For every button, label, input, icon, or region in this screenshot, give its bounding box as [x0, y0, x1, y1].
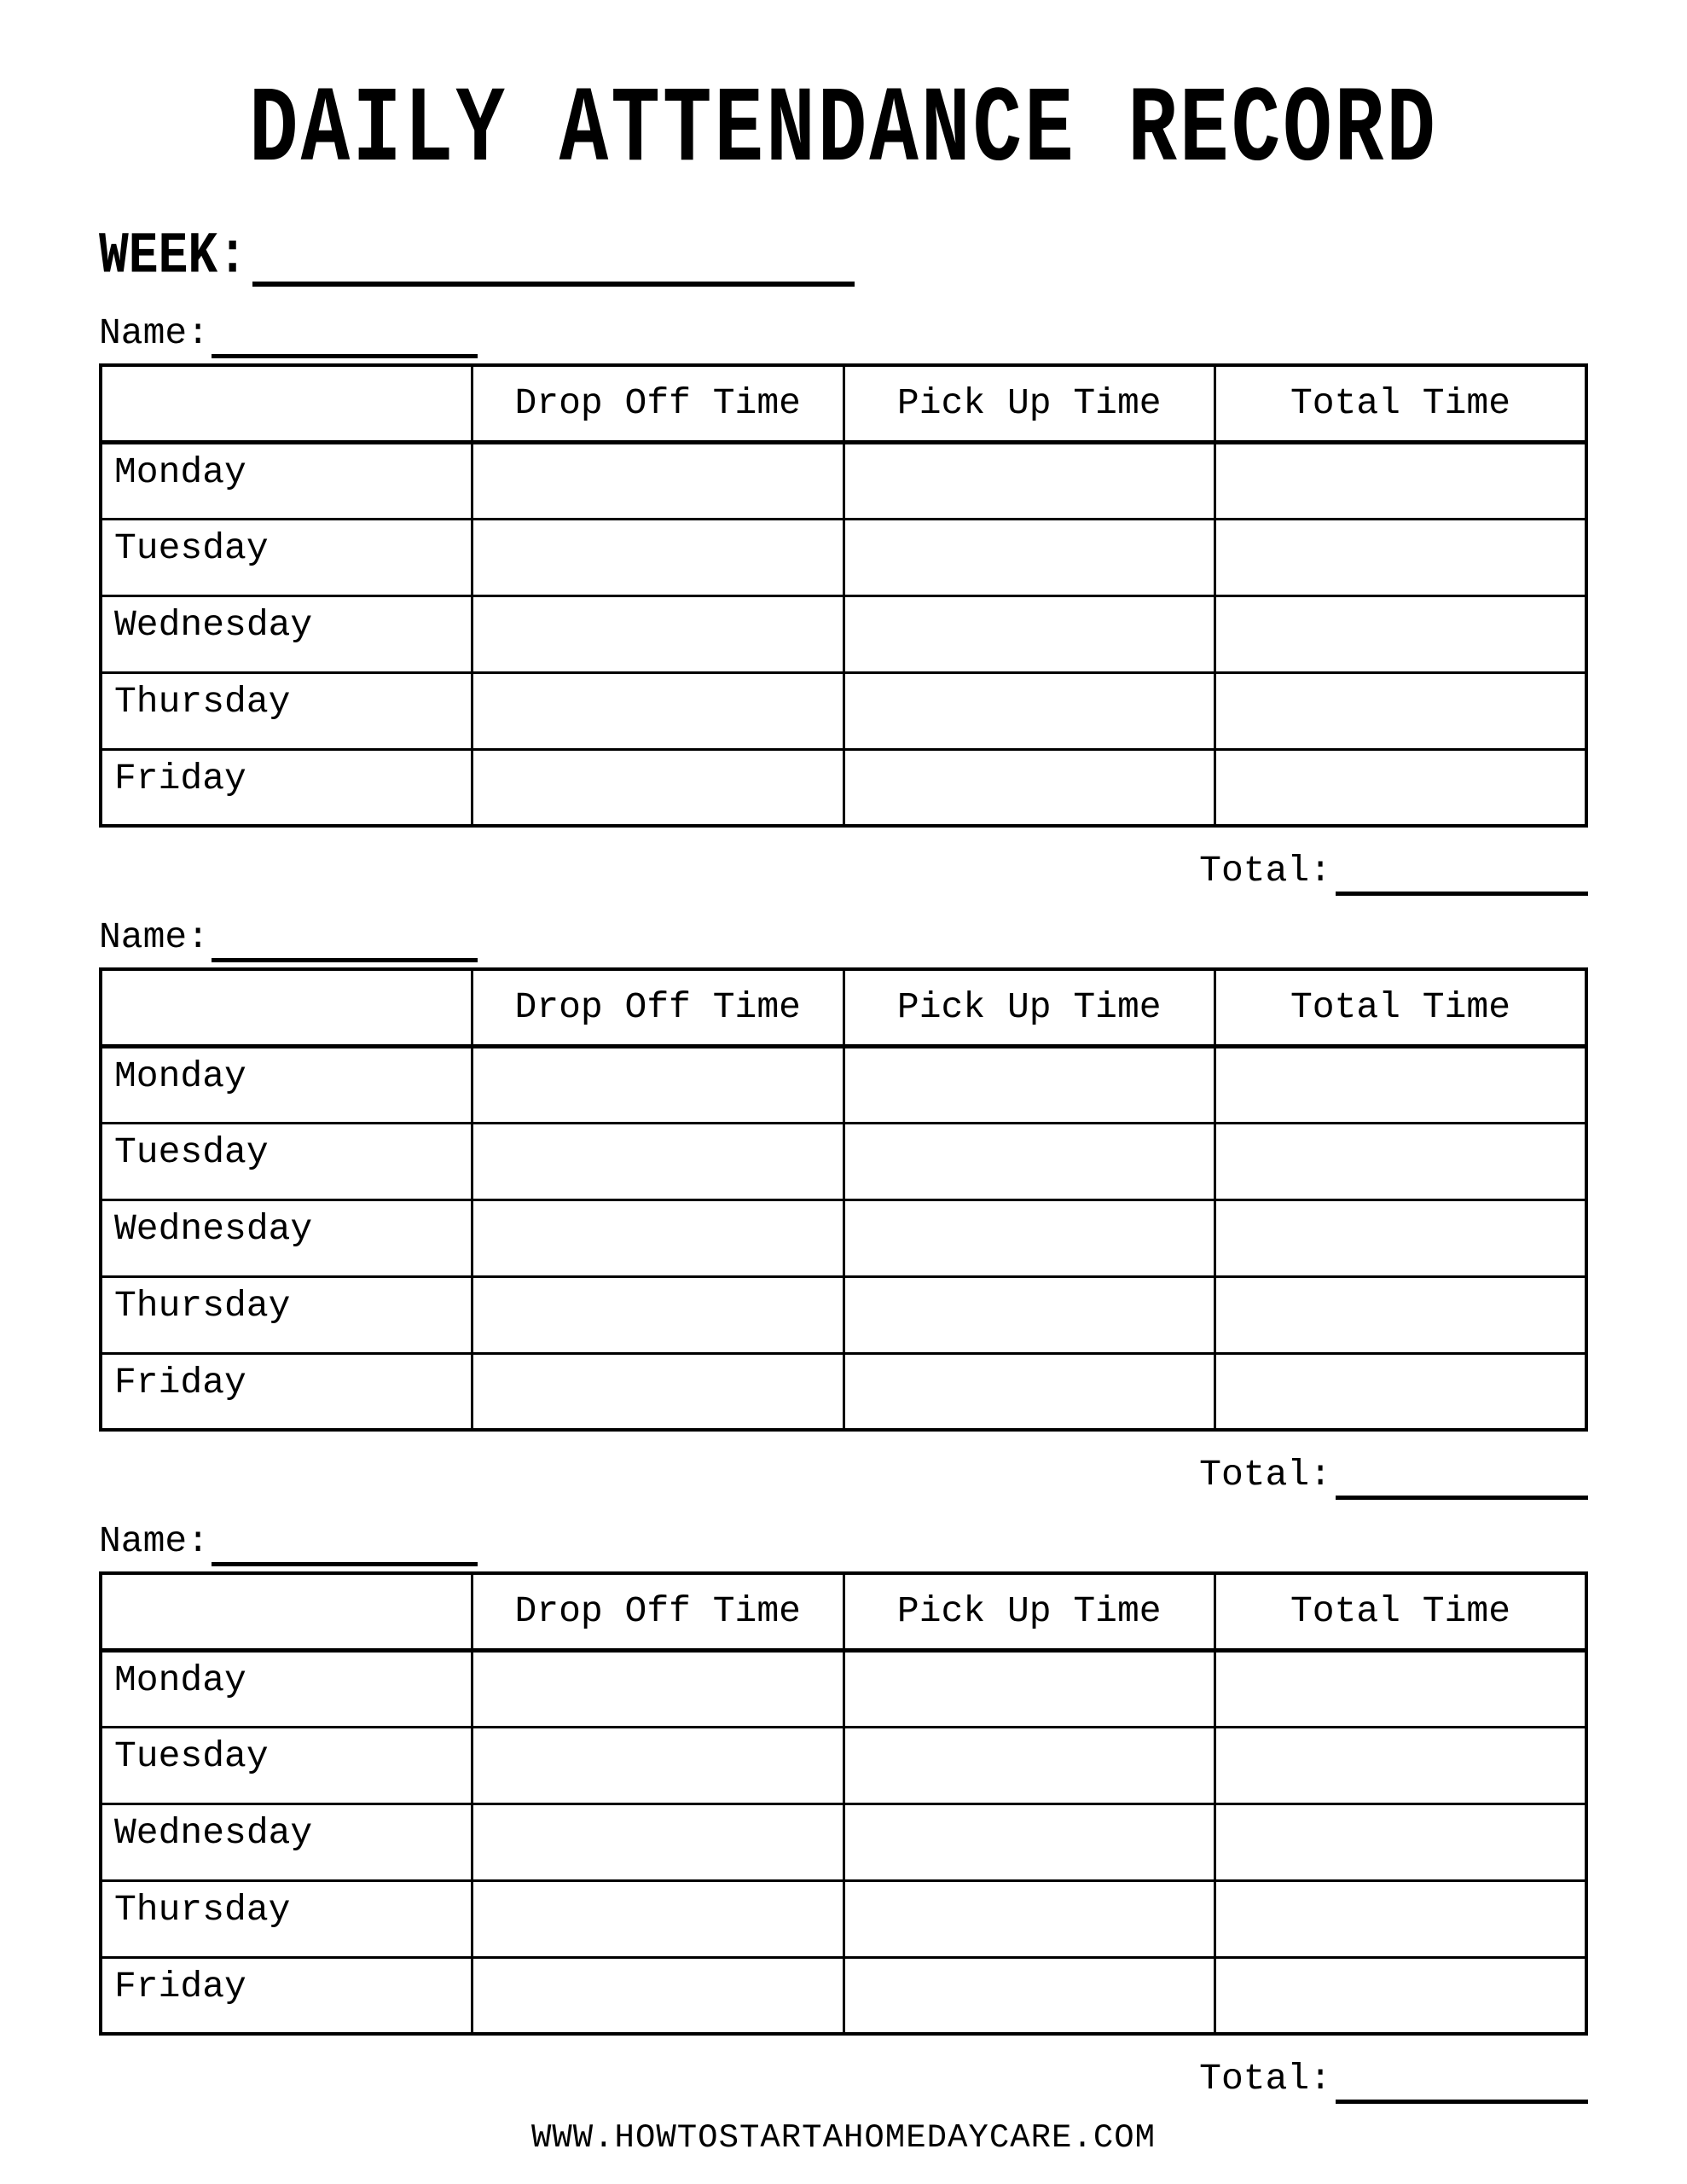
table-row-tuesday — [101, 519, 1586, 595]
total-time-cell[interactable] — [1215, 595, 1587, 672]
table-row-thursday — [101, 1880, 1586, 1957]
name-label: Name: — [99, 915, 210, 958]
pick-up-time-cell[interactable] — [844, 1880, 1215, 1957]
week-row — [99, 217, 1588, 290]
drop-off-time-cell[interactable] — [472, 1123, 844, 1199]
total-row — [99, 1449, 1588, 1495]
table-row-monday — [101, 442, 1586, 519]
name-input-line[interactable] — [212, 1560, 478, 1566]
table-row-wednesday — [101, 1804, 1586, 1880]
attendance-table-2 — [99, 967, 1588, 1432]
day-label: Monday — [101, 1650, 472, 1727]
drop-off-time-cell[interactable] — [472, 442, 844, 519]
drop-off-time-header: Drop Off Time — [472, 1573, 844, 1650]
day-label: Friday — [101, 1957, 472, 2034]
attendance-section-1 — [99, 305, 1588, 891]
pick-up-time-cell[interactable] — [844, 1123, 1215, 1199]
total-label: Total: — [1199, 2057, 1331, 2100]
total-time-cell[interactable] — [1215, 1957, 1587, 2034]
total-input-line[interactable] — [1336, 2097, 1588, 2104]
total-input-line[interactable] — [1336, 889, 1588, 896]
page-title: DAILY ATTENDANCE RECORD — [248, 69, 1438, 193]
day-label: Wednesday — [101, 1804, 472, 1880]
attendance-table-1 — [99, 363, 1588, 828]
day-column-header — [101, 1573, 472, 1650]
total-input-line[interactable] — [1336, 1493, 1588, 1500]
pick-up-time-header: Pick Up Time — [844, 365, 1215, 442]
pick-up-time-header: Pick Up Time — [844, 1573, 1215, 1650]
total-time-cell[interactable] — [1215, 1276, 1587, 1353]
table-row-friday — [101, 749, 1586, 826]
day-label: Thursday — [101, 1880, 472, 1957]
pick-up-time-cell[interactable] — [844, 1957, 1215, 2034]
total-time-header: Total Time — [1215, 365, 1587, 442]
day-label: Wednesday — [101, 595, 472, 672]
day-label: Thursday — [101, 1276, 472, 1353]
total-time-header: Total Time — [1215, 969, 1587, 1046]
total-time-cell[interactable] — [1215, 519, 1587, 595]
drop-off-time-cell[interactable] — [472, 519, 844, 595]
table-row-monday — [101, 1046, 1586, 1123]
total-time-cell[interactable] — [1215, 1650, 1587, 1727]
total-label: Total: — [1199, 849, 1331, 892]
table-row-tuesday — [101, 1727, 1586, 1804]
pick-up-time-cell[interactable] — [844, 1353, 1215, 1430]
day-label: Tuesday — [101, 519, 472, 595]
drop-off-time-cell[interactable] — [472, 1353, 844, 1430]
table-header-row — [101, 1573, 1586, 1650]
drop-off-time-cell[interactable] — [472, 672, 844, 749]
total-time-cell[interactable] — [1215, 1880, 1587, 1957]
table-row-wednesday — [101, 1199, 1586, 1276]
drop-off-time-cell[interactable] — [472, 1804, 844, 1880]
drop-off-time-cell[interactable] — [472, 1880, 844, 1957]
total-time-cell[interactable] — [1215, 442, 1587, 519]
drop-off-time-cell[interactable] — [472, 595, 844, 672]
drop-off-time-cell[interactable] — [472, 1650, 844, 1727]
name-row — [99, 1513, 1588, 1561]
pick-up-time-cell[interactable] — [844, 442, 1215, 519]
name-row — [99, 305, 1588, 353]
drop-off-time-header: Drop Off Time — [472, 365, 844, 442]
table-row-friday — [101, 1353, 1586, 1430]
pick-up-time-cell[interactable] — [844, 1650, 1215, 1727]
pick-up-time-cell[interactable] — [844, 749, 1215, 826]
drop-off-time-cell[interactable] — [472, 1957, 844, 2034]
table-row-thursday — [101, 672, 1586, 749]
table-row-thursday — [101, 1276, 1586, 1353]
drop-off-time-cell[interactable] — [472, 1276, 844, 1353]
table-header-row — [101, 969, 1586, 1046]
total-time-cell[interactable] — [1215, 672, 1587, 749]
table-row-friday — [101, 1957, 1586, 2034]
day-label: Monday — [101, 1046, 472, 1123]
pick-up-time-cell[interactable] — [844, 519, 1215, 595]
day-label: Friday — [101, 1353, 472, 1430]
name-input-line[interactable] — [212, 956, 478, 962]
attendance-section-3 — [99, 1513, 1588, 2099]
table-header-row — [101, 365, 1586, 442]
day-label: Tuesday — [101, 1727, 472, 1804]
total-row — [99, 845, 1588, 891]
day-label: Tuesday — [101, 1123, 472, 1199]
week-input-line[interactable] — [252, 278, 855, 287]
attendance-section-2 — [99, 909, 1588, 1495]
total-row — [99, 2053, 1588, 2099]
name-label: Name: — [99, 1519, 210, 1562]
table-row-monday — [101, 1650, 1586, 1727]
pick-up-time-cell[interactable] — [844, 595, 1215, 672]
day-column-header — [101, 969, 472, 1046]
total-time-cell[interactable] — [1215, 749, 1587, 826]
total-time-cell[interactable] — [1215, 1046, 1587, 1123]
pick-up-time-cell[interactable] — [844, 1276, 1215, 1353]
total-label: Total: — [1199, 1453, 1331, 1496]
day-column-header — [101, 365, 472, 442]
total-time-cell[interactable] — [1215, 1353, 1587, 1430]
name-row — [99, 909, 1588, 957]
pick-up-time-cell[interactable] — [844, 1046, 1215, 1123]
drop-off-time-cell[interactable] — [472, 749, 844, 826]
pick-up-time-cell[interactable] — [844, 672, 1215, 749]
day-label: Friday — [101, 749, 472, 826]
pick-up-time-header: Pick Up Time — [844, 969, 1215, 1046]
total-time-cell[interactable] — [1215, 1123, 1587, 1199]
total-time-cell[interactable] — [1215, 1727, 1587, 1804]
total-time-cell[interactable] — [1215, 1199, 1587, 1276]
drop-off-time-cell[interactable] — [472, 1199, 844, 1276]
table-row-wednesday — [101, 595, 1586, 672]
pick-up-time-cell[interactable] — [844, 1804, 1215, 1880]
pick-up-time-cell[interactable] — [844, 1199, 1215, 1276]
pick-up-time-cell[interactable] — [844, 1727, 1215, 1804]
total-time-cell[interactable] — [1215, 1804, 1587, 1880]
total-time-header: Total Time — [1215, 1573, 1587, 1650]
name-label: Name: — [99, 311, 210, 354]
day-label: Thursday — [101, 672, 472, 749]
name-input-line[interactable] — [212, 351, 478, 358]
drop-off-time-cell[interactable] — [472, 1046, 844, 1123]
day-label: Wednesday — [101, 1199, 472, 1276]
day-label: Monday — [101, 442, 472, 519]
drop-off-time-header: Drop Off Time — [472, 969, 844, 1046]
week-label: WEEK: — [99, 224, 248, 290]
attendance-table-3 — [99, 1571, 1588, 2036]
table-row-tuesday — [101, 1123, 1586, 1199]
footer-url: WWW.HOWTOSTARTAHOMEDAYCARE.COM — [530, 2119, 1157, 2157]
drop-off-time-cell[interactable] — [472, 1727, 844, 1804]
